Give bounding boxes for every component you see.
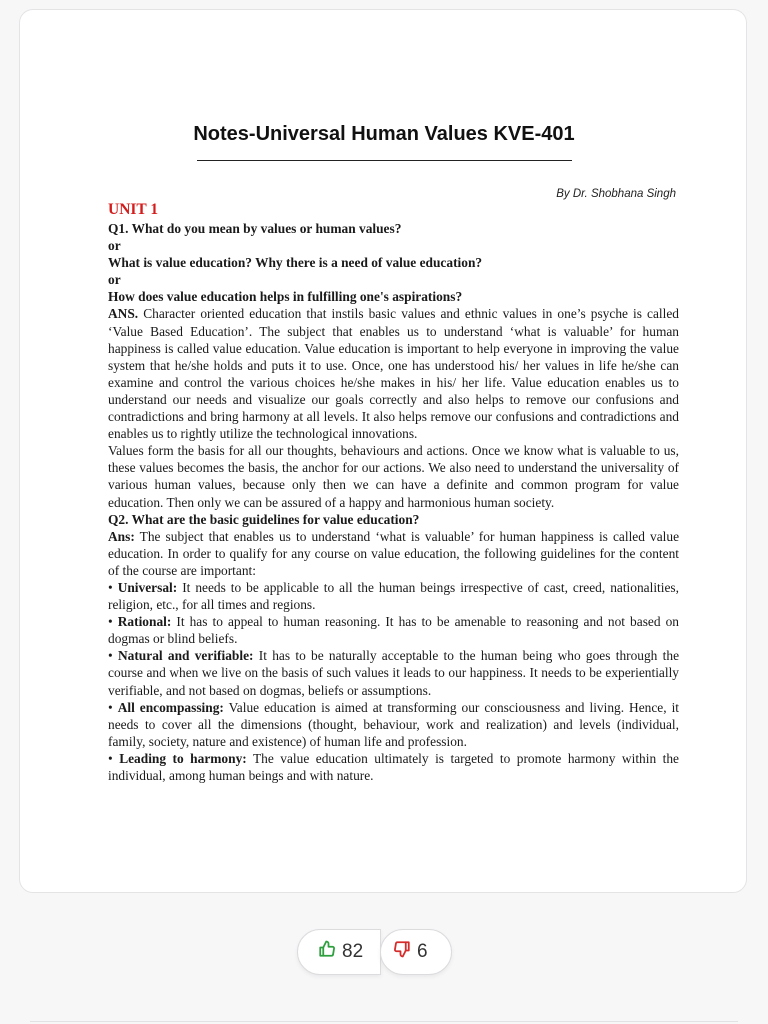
- answer-1-paragraph-1: [108, 305, 679, 442]
- guideline-all-encompassing: [108, 699, 679, 750]
- bullet-icon: •: [108, 648, 113, 664]
- answer-1-text: Character oriented education that instils basic values and ethnic values in one’s psyche is called ‘Value Based Education’. The subject that enables us to understand ‘what is valuable’ for human happiness is called value education. Value education is important to help everyone in improving the value system that he/she holds and puts it to use. Once, one has understood his/ her values in life he/she can examine and control the various choices he/she makes in his/ her life. Value education enables us to understand our needs and visualize our goals correctly and also helps to remove our confusions and contradictions and bring harmony at all levels. It also helps remove our confusions and contradictions and enables us to rightly utilize the technological innovations.: [108, 306, 679, 442]
- thumbs-up-icon: [318, 940, 336, 964]
- or-separator-1: or: [108, 238, 121, 254]
- guideline-universal: [108, 579, 679, 613]
- document-body: [108, 200, 679, 784]
- guideline-text: The value education ultimately is targeted to promote harmony within the individual, among human beings and with nature.: [108, 750, 679, 783]
- guideline-term: All encompassing:: [117, 699, 224, 715]
- question-2: Q2. What are the basic guidelines for value education?: [108, 511, 420, 527]
- bullet-icon: •: [108, 699, 113, 715]
- question-1-line-2: What is value education? Why there is a need of value education?: [108, 255, 483, 271]
- guideline-term: Universal:: [117, 579, 178, 595]
- answer-1-label: ANS.: [108, 306, 139, 322]
- guideline-text: Value education is aimed at transforming our consciousness and living. Hence, it needs to cover all the dimensions (thought, behaviour, work and realization) and levels (individual, family, society, nature and existence) of human life and profession.: [108, 699, 680, 749]
- guideline-natural-verifiable: [108, 647, 679, 698]
- downvote-count: 6: [417, 941, 428, 962]
- question-1-line-1: Q1. What do you mean by values or human values?: [108, 221, 402, 236]
- guideline-text: It has to appeal to human reasoning. It has to be amenable to reasoning and not based on dogmas or blind beliefs.: [108, 614, 679, 647]
- guideline-term: Rational:: [117, 614, 172, 630]
- or-separator-2: or: [108, 272, 121, 288]
- bullet-icon: •: [108, 614, 113, 630]
- footer-divider: [30, 1021, 738, 1022]
- upvote-count: 82: [342, 941, 364, 962]
- vote-bar: [297, 929, 452, 977]
- upvote-button[interactable]: [297, 929, 381, 975]
- guideline-term: Natural and verifiable:: [117, 648, 254, 664]
- downvote-button[interactable]: [380, 929, 452, 975]
- document-title: Notes-Universal Human Values KVE-401: [193, 123, 575, 145]
- question-1-line-3: How does value education helps in fulfilling one's aspirations?: [108, 289, 463, 305]
- thumbs-down-icon: [393, 940, 411, 964]
- answer-1-paragraph-2: Values form the basis for all our thoughts, behaviours and actions. Once we know what is valuable to us, these values becomes the basis, the anchor for our actions. We also need to understand the universality of various human values, because only then we can have a definite and common program for value education. Then only we can be assured of a happy and harmonious human society.: [108, 443, 679, 510]
- guideline-rational: [108, 613, 679, 647]
- title-underline: [197, 160, 572, 161]
- guideline-leading-to-harmony: [108, 750, 679, 784]
- author-line: By Dr. Shobhana Singh: [556, 188, 676, 200]
- bullet-icon: •: [108, 579, 113, 595]
- answer-2-label: Ans:: [108, 528, 135, 544]
- guideline-text: It has to be naturally acceptable to the human being who goes through the course and when we live on the basis of such values it leads to our happiness. It needs to be experientially verifiable, and not based on dogmas, beliefs or assumptions.: [108, 648, 680, 698]
- answer-2-text: The subject that enables us to understand ‘what is valuable’ for human happiness is called value education. In order to qualify for any course on value education, the following guidelines for the content of the course are important:: [108, 528, 680, 578]
- bullet-icon: •: [108, 750, 113, 766]
- answer-2-paragraph: [108, 528, 679, 579]
- guideline-text: It needs to be applicable to all the human beings irrespective of cast, creed, nationalities, religion, etc., for all times and regions.: [108, 579, 679, 613]
- unit-heading: UNIT 1: [108, 201, 159, 218]
- guideline-term: Leading to harmony:: [119, 750, 247, 766]
